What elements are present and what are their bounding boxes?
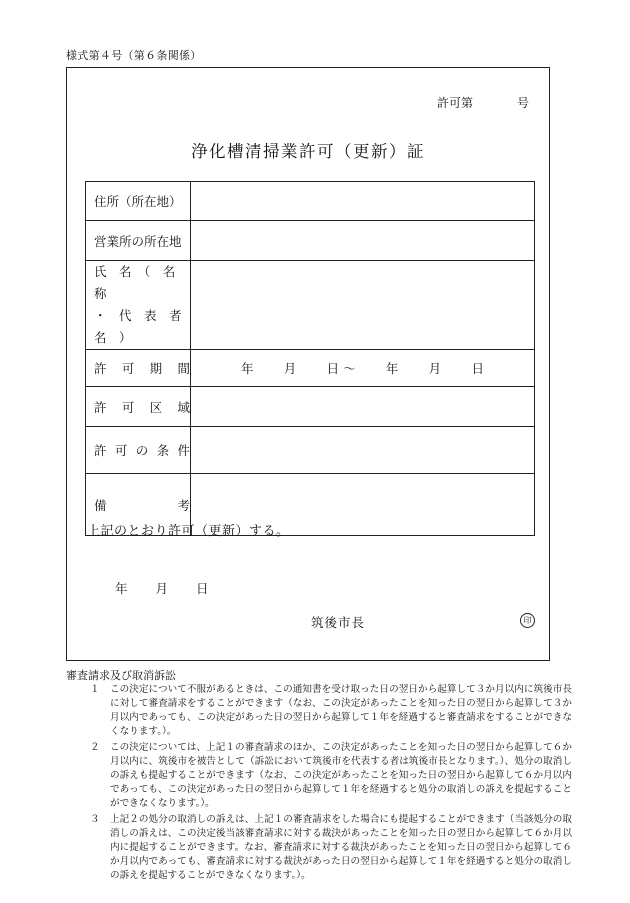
area-value [191, 387, 535, 427]
note-text: この決定について不服があるときは、この通知書を受け取った日の翌日から起算して３か月以内に筑後市長に対して審査請求をすることができます（なお、この決定があったことを知った日の翌日から起算して３か月以内であっても、この決定があった日の翌日から起算して１年を経過すると審査請求をすることができなくなります。）。 [110, 684, 572, 737]
conditions-label-char: 条 [156, 443, 170, 458]
remarks-label-char: 考 [177, 497, 190, 513]
period-end-month: 月 [428, 361, 442, 376]
issue-date [115, 579, 209, 597]
area-label-char: 許 [94, 399, 107, 415]
period-start-year: 年 [241, 361, 254, 376]
remarks-label-char: 備 [94, 497, 107, 513]
table-row-name [86, 261, 535, 350]
list-item [90, 741, 572, 811]
area-label [86, 387, 191, 427]
period-label-char: 間 [177, 361, 190, 376]
table-row-conditions [86, 427, 535, 474]
address-value [191, 182, 535, 221]
notes-title: 審査請求及び取消訴訟 [66, 669, 176, 682]
notes-list [90, 683, 572, 885]
name-label-line2: ・ 代 表 者 名 ） [94, 308, 195, 345]
period-start-day: 日 ～ [326, 361, 356, 376]
name-value [191, 261, 535, 350]
office-value [191, 221, 535, 261]
area-label-char: 区 [149, 399, 163, 415]
period-label-char: 許 [94, 361, 107, 376]
period-end-day: 日 [471, 361, 484, 376]
permit-number [437, 94, 529, 111]
period-value [191, 350, 535, 387]
note-text: この決定については、上記１の審査請求のほか、この決定があったことを知った日の翌日から起算して６か月以内に、筑後市を被告として（訴訟において筑後市を代表する者は筑後市長となります。）、処分の取消しの訴えも提起することができます（なお、この決定があったことを知った日の翌日から起算して６か月以内であっても、この決定があった日の翌日から起算して１年を経過すると処分の取消しの訴えを提起することができなくなります。）。 [110, 742, 572, 809]
period-label [86, 350, 191, 387]
seal-mark: 印 [520, 613, 535, 628]
issue-year: 年 [115, 581, 128, 596]
note-number: ３ [90, 814, 100, 825]
issue-day: 日 [196, 581, 209, 596]
permit-number-suffix: 号 [516, 96, 529, 110]
conditions-value [191, 427, 535, 474]
note-text: 上記２の処分の取消しの訴えは、上記１の審査請求をした場合にも提起することができます（当該処分の取消しの訴えは、この決定後当該審査請求に対する裁決があったことを知った日の翌日から起算して６か月以内に提起することができます。なお、審査請求に対する裁決があったことを知った日の翌日から起算して６か月以内であっても、審査請求に対する裁決があった日の翌日から起算して１年を経過すると処分の取消しの訴えを提起することができなくなります。）。 [110, 814, 572, 881]
period-start-month: 月 [283, 361, 297, 376]
conditions-label [86, 427, 191, 474]
area-label-char: 域 [177, 399, 190, 415]
name-label [86, 261, 195, 350]
note-number: ２ [90, 742, 100, 753]
issue-month: 月 [155, 581, 169, 596]
list-item [90, 813, 572, 883]
issuer-name: 筑後市長 [311, 615, 366, 630]
table-row-period [86, 350, 535, 387]
list-item [90, 683, 572, 739]
address-label: 住所（所在地） [86, 182, 191, 221]
area-label-char: 可 [121, 399, 135, 415]
page-title: 浄化槽清掃業許可（更新）証 [191, 142, 425, 161]
conditions-label-char: 許 [94, 443, 107, 458]
table-row-area [86, 387, 535, 427]
name-label-line1: 氏 名 （ 名 称 [94, 264, 188, 301]
table-row-office [86, 221, 535, 261]
period-end-year: 年 [385, 361, 399, 376]
period-label-char: 可 [121, 361, 135, 376]
permit-details-table [85, 181, 535, 536]
form-number-label: 様式第４号（第６条関係） [66, 49, 202, 62]
conditions-label-char: 件 [177, 443, 190, 458]
declaration: 上記のとおり許可（更新）する。 [87, 524, 290, 539]
conditions-label-char: の [135, 443, 149, 458]
office-label: 営業所の所在地 [86, 221, 191, 261]
note-number: １ [90, 684, 100, 695]
table-row-address [86, 182, 535, 221]
period-label-char: 期 [149, 361, 163, 376]
permit-certificate [66, 67, 550, 661]
conditions-label-char: 可 [114, 443, 128, 458]
permit-number-prefix: 許可第 [436, 96, 473, 110]
